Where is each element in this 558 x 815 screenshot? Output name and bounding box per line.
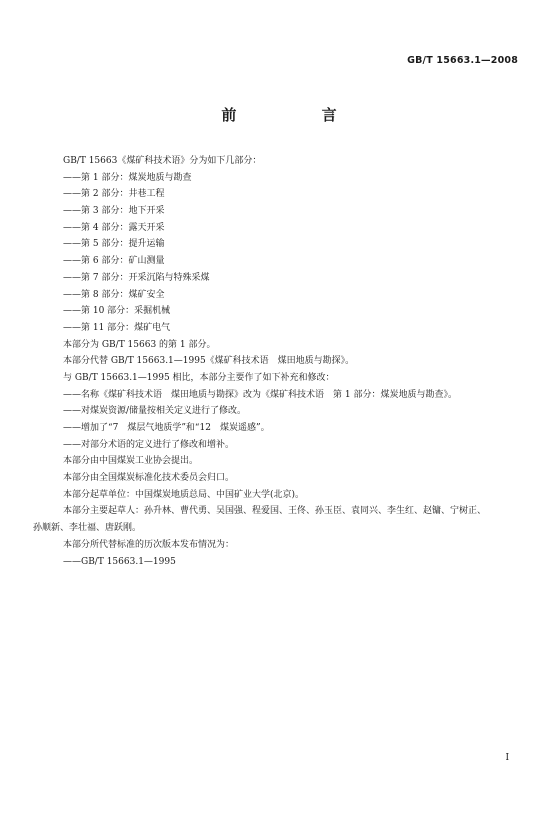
- paragraph-proposed-by: 本部分由中国煤炭工业协会提出。: [63, 456, 199, 467]
- paragraph-drafters: 本部分主要起草人：孙升林、曹代勇、吴国强、程爱国、王佟、孙玉臣、袁同兴、李生红、赵镛、宁树正、: [63, 506, 487, 517]
- list-item-part-1: ——第 1 部分：煤炭地质与勘查: [63, 172, 192, 183]
- foreword-body: [33, 153, 533, 570]
- paragraph-replaces: 本部分代替 GB/T 15663.1—1995《煤矿科技术语 煤田地质与勘探》。: [63, 356, 355, 367]
- paragraph-drafting-units: 本部分起草单位：中国煤炭地质总局、中国矿业大学(北京)。: [63, 489, 305, 500]
- list-item-change-definitions: ——对部分术语的定义进行了修改和增补。: [63, 439, 235, 450]
- list-item-change-resources: ——对煤炭资源/储量按相关定义进行了修改。: [63, 406, 247, 417]
- paragraph-history-intro: 本部分所代替标准的历次版本发布情况为：: [63, 539, 235, 550]
- paragraph-drafters-continued: 孙顺新、李壮福、唐跃刚。: [33, 523, 142, 534]
- list-item-part-5: ——第 5 部分：提升运输: [63, 239, 165, 250]
- list-item-part-7: ——第 7 部分：开采沉陷与特殊采煤: [63, 272, 210, 283]
- list-item-part-11: ——第 11 部分：煤矿电气: [63, 322, 171, 333]
- list-item-part-2: ——第 2 部分：井巷工程: [63, 189, 165, 200]
- list-item-history-1995: ——GB/T 15663.1—1995: [63, 556, 176, 567]
- list-item-part-6: ——第 6 部分：矿山测量: [63, 256, 165, 267]
- paragraph-changes-intro: 与 GB/T 15663.1—1995 相比，本部分主要作了如下补充和修改：: [63, 372, 335, 383]
- paragraph-parts-intro: GB/T 15663《煤矿科技术语》分为如下几部分：: [63, 156, 262, 166]
- paragraph-part-statement: 本部分为 GB/T 15663 的第 1 部分。: [63, 339, 216, 350]
- list-item-part-4: ——第 4 部分：露天开采: [63, 222, 165, 233]
- paragraph-managed-by: 本部分由全国煤炭标准化技术委员会归口。: [63, 473, 235, 484]
- list-item-part-3: ——第 3 部分：地下开采: [63, 206, 165, 217]
- page-title: 前 言: [221, 106, 377, 124]
- page-number: I: [505, 753, 509, 763]
- list-item-part-8: ——第 8 部分：煤矿安全: [63, 289, 165, 300]
- list-item-change-name: ——名称《煤矿科技术语 煤田地质与勘探》改为《煤矿科技术语 第 1 部分：煤炭地质与勘查》。: [63, 389, 457, 400]
- list-item-part-10: ——第 10 部分：采掘机械: [63, 306, 171, 317]
- standard-code: GB/T 15663.1—2008: [407, 55, 518, 66]
- list-item-change-added: ——增加了“7 煤层气地质学”和“12 煤炭遥感”。: [63, 423, 270, 433]
